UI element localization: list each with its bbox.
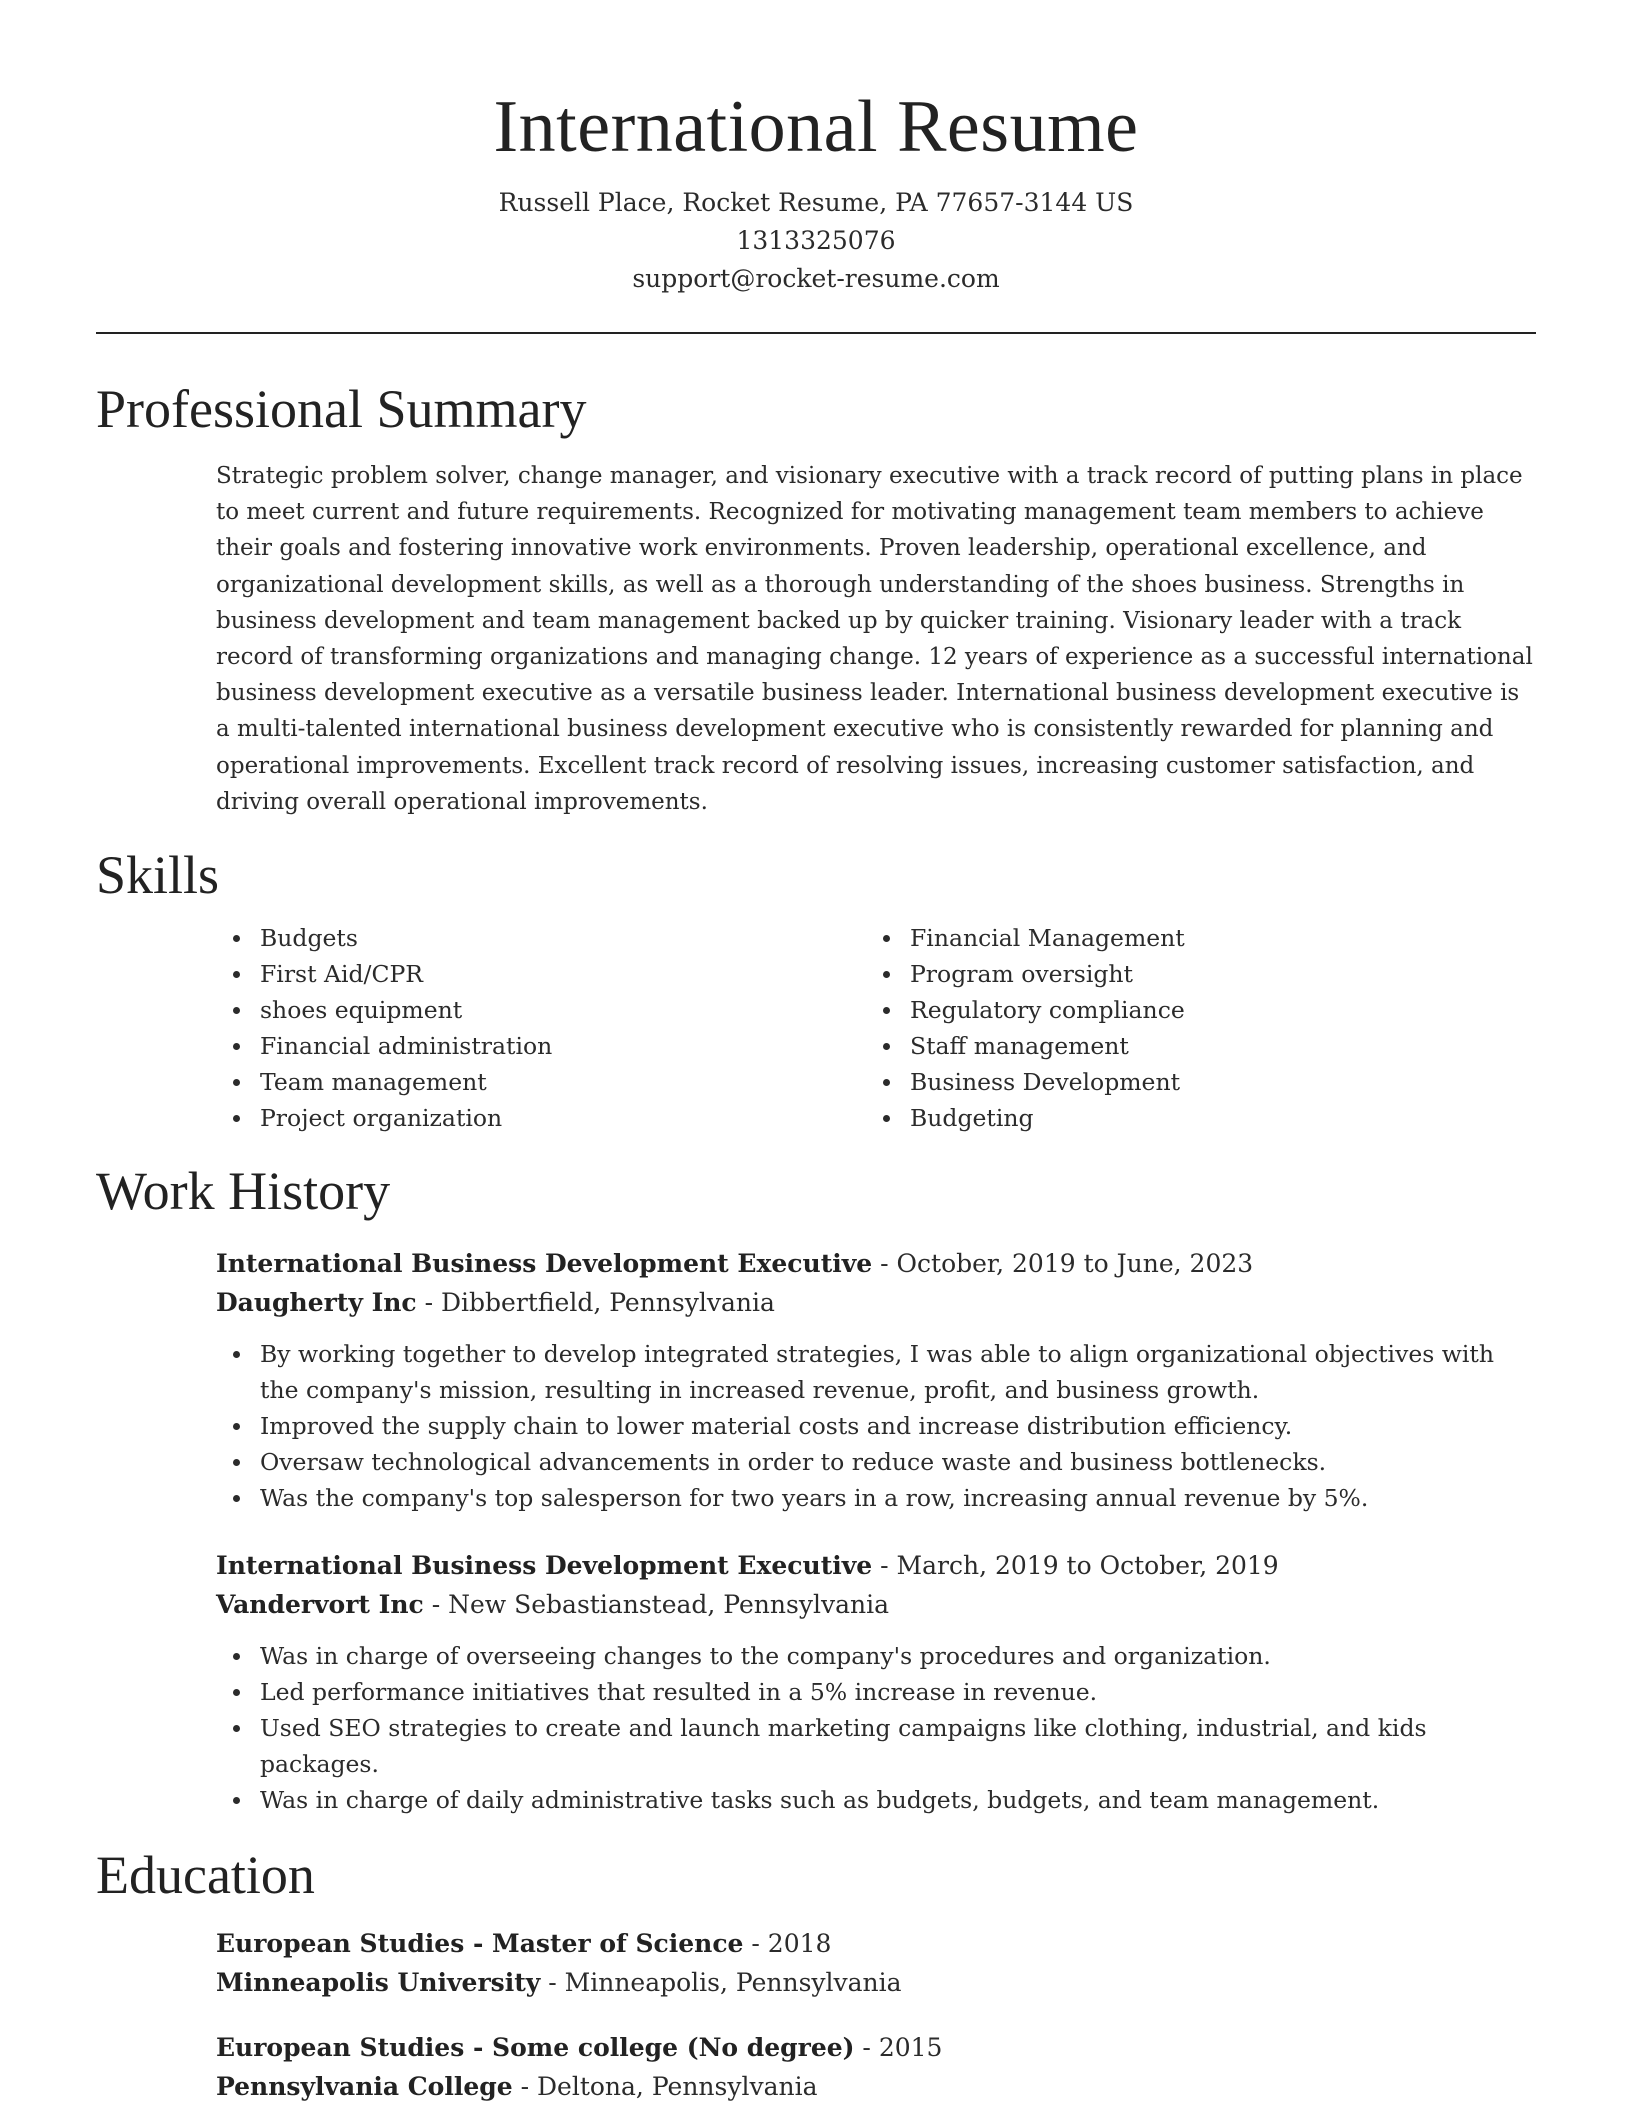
- skills-column-left: [216, 920, 866, 1136]
- skill-item: Financial Management: [866, 920, 1516, 956]
- job-title: International Business Development Executive: [216, 1551, 873, 1581]
- job-dates: - March, 2019 to October, 2019: [872, 1551, 1279, 1581]
- skill-item: Budgets: [216, 920, 866, 956]
- job-company: Vandervort Inc: [216, 1590, 424, 1620]
- education-location: - Deltona, Pennsylvania: [512, 2072, 818, 2102]
- education-degree-line: [216, 2028, 1538, 2067]
- job-title-line: [216, 1244, 1538, 1283]
- skills-column-right: [866, 920, 1516, 1136]
- job-dates: - October, 2019 to June, 2023: [872, 1249, 1254, 1279]
- education-degree: European Studies - Some college (No degree): [216, 2033, 855, 2063]
- job-company: Daugherty Inc: [216, 1288, 417, 1318]
- job-bullet: Was in charge of daily administrative tasks such as budgets, budgets, and team management.: [216, 1782, 1538, 1818]
- job-entry: [216, 1244, 1538, 1516]
- education-degree-line: [216, 1924, 1538, 1963]
- education-year: - 2018: [743, 1929, 832, 1959]
- skill-item: Staff management: [866, 1028, 1516, 1064]
- skill-item: Regulatory compliance: [866, 992, 1516, 1028]
- work-history-heading: Work History: [96, 1161, 391, 1222]
- education-school: Minneapolis University: [216, 1968, 541, 1998]
- summary-text: Strategic problem solver, change manager, and visionary executive with a track record of putting plans in place to meet current and future requirements. Recognized for motivating management team members to achieve their goals and fostering innovative work environments. Proven leadership, operational excellence, and organizational development skills, as well as a thorough understanding of the shoes business. Strengths in business development and team management backed up by quicker training. Visionary leader with a track record of transforming organizations and managing change. 12 years of experience as a successful international business development executive as a versatile business leader. International business development executive is a multi-talented international business development executive who is consistently rewarded for planning and operational improvements. Excellent track record of resolving issues, increasing customer satisfaction, and driving overall operational improvements.: [216, 463, 1533, 815]
- education-entry: [216, 2028, 1538, 2106]
- contact-phone: 1313325076: [736, 226, 896, 255]
- job-location: - Dibbertfield, Pennsylvania: [416, 1288, 775, 1318]
- education-degree: European Studies - Master of Science: [216, 1929, 744, 1959]
- skill-item: Team management: [216, 1064, 866, 1100]
- job-company-line: [216, 1283, 1538, 1322]
- education-school-line: [216, 2067, 1538, 2106]
- contact-address: Russell Place, Rocket Resume, PA 77657-3144 US: [498, 188, 1134, 217]
- education-heading: Education: [96, 1845, 315, 1906]
- resume-page: [96, 0, 1536, 2106]
- skill-item: Financial administration: [216, 1028, 866, 1064]
- skill-item: Budgeting: [866, 1100, 1516, 1136]
- header-divider: [96, 332, 1536, 334]
- contact-email: support@rocket-resume.com: [632, 264, 1000, 293]
- education-school: Pennsylvania College: [216, 2072, 513, 2102]
- job-bullet: Oversaw technological advancements in order to reduce waste and business bottlenecks.: [216, 1444, 1538, 1480]
- skills-heading: Skills: [96, 845, 220, 906]
- contact-block: [96, 184, 1536, 298]
- job-title: International Business Development Executive: [216, 1249, 873, 1279]
- skills-list: [216, 920, 1536, 1136]
- job-bullets: [216, 1638, 1538, 1818]
- resume-title: International Resume: [493, 86, 1139, 168]
- job-bullet: Improved the supply chain to lower material costs and increase distribution efficiency.: [216, 1408, 1538, 1444]
- job-company-line: [216, 1585, 1538, 1624]
- job-bullet: By working together to develop integrated strategies, I was able to align organizational objectives with the company's mission, resulting in increased revenue, profit, and business growth.: [216, 1336, 1538, 1408]
- job-entry: [216, 1546, 1538, 1818]
- education-school-line: [216, 1963, 1538, 2002]
- summary-heading: Professional Summary: [96, 379, 587, 439]
- education-entry: [216, 1924, 1538, 2002]
- skill-item: Program oversight: [866, 956, 1516, 992]
- skill-item: shoes equipment: [216, 992, 866, 1028]
- job-bullet: Was the company's top salesperson for two years in a row, increasing annual revenue by 5%.: [216, 1480, 1538, 1516]
- job-location: - New Sebastianstead, Pennsylvania: [423, 1590, 889, 1620]
- job-bullet: Led performance initiatives that resulted in a 5% increase in revenue.: [216, 1674, 1538, 1710]
- skill-item: First Aid/CPR: [216, 956, 866, 992]
- job-bullets: [216, 1336, 1538, 1516]
- job-bullet: Used SEO strategies to create and launch marketing campaigns like clothing, industrial, and kids packages.: [216, 1710, 1538, 1782]
- job-bullet: Was in charge of overseeing changes to the company's procedures and organization.: [216, 1638, 1538, 1674]
- job-title-line: [216, 1546, 1538, 1585]
- skill-item: Project organization: [216, 1100, 866, 1136]
- skill-item: Business Development: [866, 1064, 1516, 1100]
- education-year: - 2015: [854, 2033, 943, 2063]
- education-location: - Minneapolis, Pennsylvania: [540, 1968, 902, 1998]
